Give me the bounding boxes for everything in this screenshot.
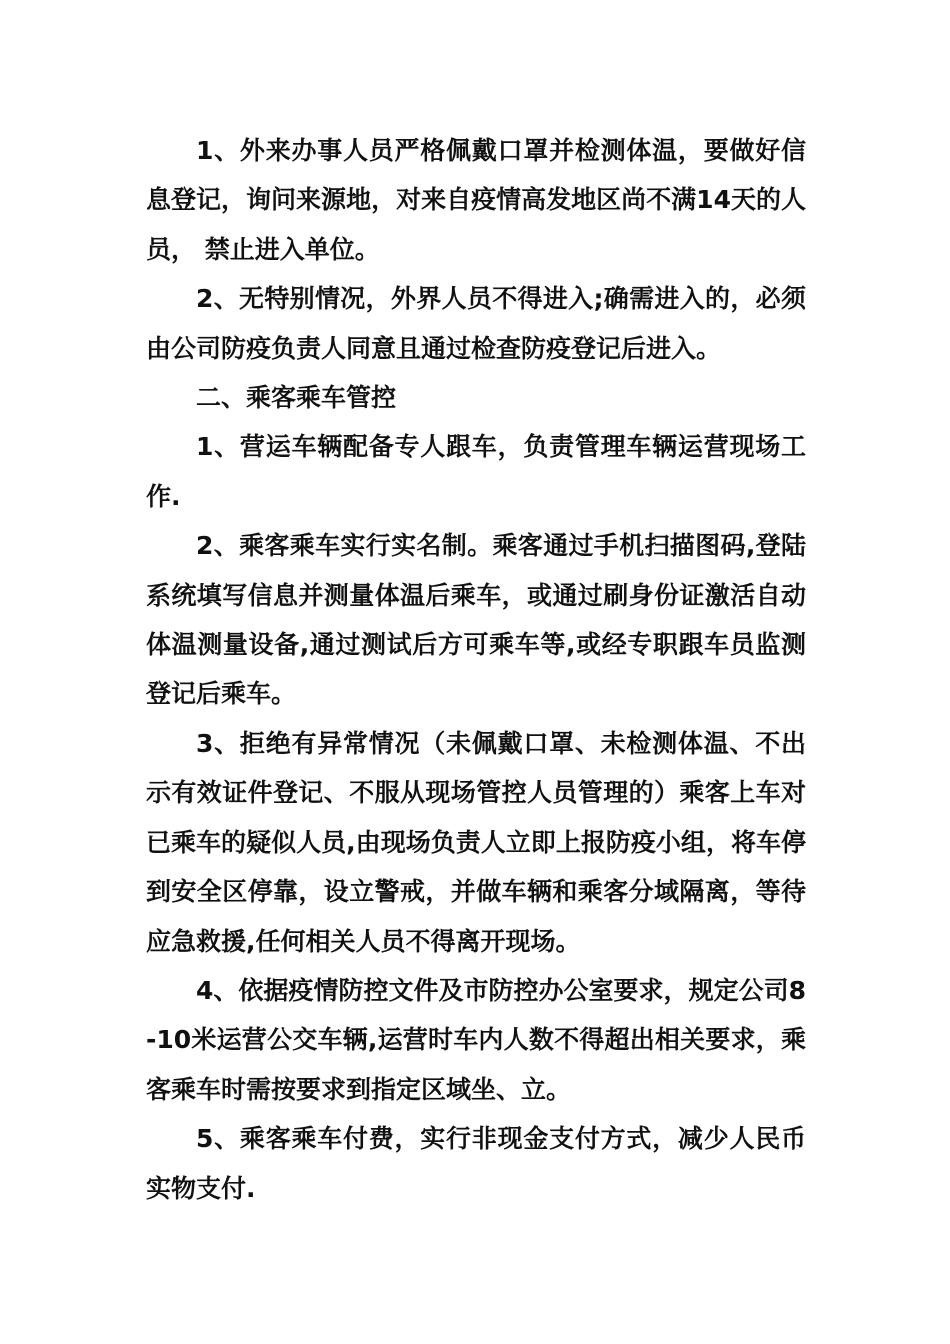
paragraph-abnormal-passenger-rule: 3、拒绝有异常情况（未佩戴口罩、未检测体温、不出示有效证件登记、不服从现场管控人员管理的）乘客上车对已乘车的疑似人员,由现场负责人立即上报防疫小组，将车停到安全区停靠，设立警戒，并做车辆和乘客分域隔离，等待应急救援,任何相关人员不得离开现场。 xyxy=(146,728,806,956)
paragraph-vehicle-staff-rule: 1、营运车辆配备专人跟车，负责管理车辆运营现场工作. xyxy=(146,432,806,511)
paragraph-visitor-mask-rule: 1、外来办事人员严格佩戴口罩并检测体温，要做好信息登记，询问来源地，对来自疫情高发地区尚不满14天的人员， 禁止进入单位。 xyxy=(146,136,806,264)
paragraph-capacity-rule: 4、依据疫情防控文件及市防控办公室要求，规定公司8-10米运营公交车辆,运营时车内人数不得超出相关要求，乘客乘车时需按要求到指定区域坐、立。 xyxy=(146,975,806,1104)
paragraph-real-name-rule: 2、乘客乘车实行实名制。乘客通过手机扫描图码,登陆系统填写信息并测量体温后乘车，或通过刷身份证激活自动体温测量设备,通过测试后方可乘车等,或经专职跟车员监测登记后乘车。 xyxy=(146,531,806,709)
paragraph-outsider-entry-rule: 2、无特别情况，外界人员不得进入;确需进入的，必须由公司防疫负责人同意且通过检查防疫登记后进入。 xyxy=(146,284,806,363)
paragraph-payment-rule: 5、乘客乘车付费，实行非现金支付方式，减少人民币实物支付. xyxy=(146,1124,806,1203)
document-body xyxy=(146,126,806,1213)
section-heading-passenger-control: 二、乘客乘车管控 xyxy=(196,383,397,413)
